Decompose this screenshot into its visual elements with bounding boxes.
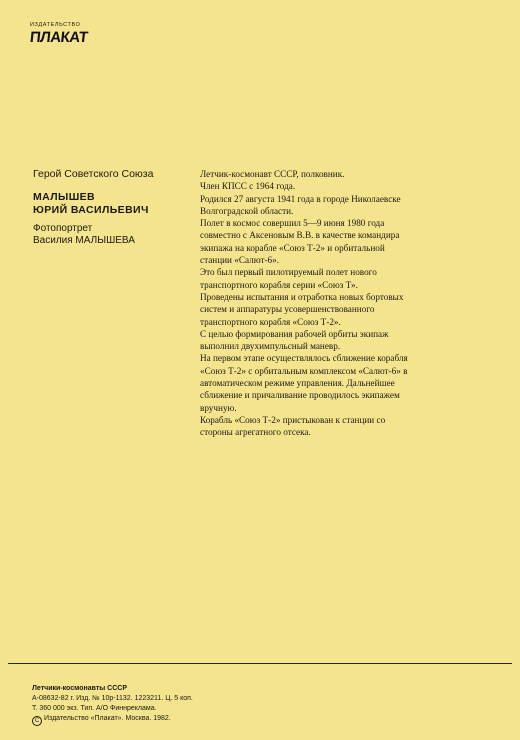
- bio-paragraph: Летчик-космонавт СССР, полковник.: [200, 169, 345, 179]
- bio-paragraph: Полет в космос совершил 5—9 июня 1980 года совместно с Аксеновым В.В. в качестве командира экипажа на корабле «Союз Т-2» и орбитальной станции «Салют-6».: [200, 218, 400, 266]
- bio-paragraph: Это был первый пилотируемый полет нового транспортного корабля серии «Союз Т».: [200, 267, 377, 290]
- imprint-line: А-08632-82 г. Изд. № 10р-1132. 1223211. Ц. 5 коп.: [32, 695, 193, 702]
- bio-paragraph: Родился 27 августа 1941 года в городе Николаевске Волгоградской области.: [200, 193, 401, 216]
- cosmonaut-name: [33, 191, 183, 216]
- bio-paragraph: Корабль «Союз Т-2» пристыкован к станции со стороны агрегатного отсека.: [200, 414, 386, 438]
- publisher-logo: [29, 22, 89, 47]
- copyright-icon: С: [32, 716, 42, 726]
- photo-credit-author: Василия МАЛЫШЕВА: [33, 235, 135, 246]
- imprint-line: Издательство «Плакат». Москва. 1982.: [44, 715, 171, 722]
- imprint: [32, 684, 332, 726]
- bio-paragraph: На первом этапе осуществлялось сближение корабля «Союз Т-2» с орбитальным комплексом «Салют-6» в автоматическом режиме управления. Дальнейшее сближение и причаливание проводилось экипажем вручную.: [200, 353, 408, 413]
- bio-paragraph: Член КПСС с 1964 года.: [200, 181, 296, 192]
- series-title: Летчики-космонавты СССР: [32, 685, 128, 692]
- photo-credit: [33, 223, 183, 247]
- imprint-copyright-line: [32, 714, 332, 726]
- cosmonaut-given-names: ЮРИЙ ВАСИЛЬЕВИЧ: [33, 203, 149, 216]
- imprint-line: Т. 360 000 экз. Тип. А/О Финнреклама.: [32, 705, 157, 712]
- title-block: [33, 168, 183, 247]
- photo-credit-label: Фотопортрет: [33, 223, 93, 234]
- publisher-logo-name: ПЛАКАТ: [29, 29, 89, 46]
- cosmonaut-surname: МАЛЫШЕВ: [33, 191, 96, 203]
- hero-title: Герой Советского Союза: [33, 168, 154, 180]
- bio-paragraph: Проведены испытания и отработка новых бортовых систем и аппаратуры усовершенствованного транспортного корабля «Союз Т-2».: [200, 291, 404, 327]
- biography-text: [200, 168, 415, 439]
- footer-divider: [8, 663, 512, 664]
- publisher-logo-caption: ИЗДАТЕЛЬСТВО: [30, 22, 81, 28]
- bio-paragraph: С целью формирования рабочей орбиты экипаж выполнил двухимпульсный маневр.: [200, 328, 389, 352]
